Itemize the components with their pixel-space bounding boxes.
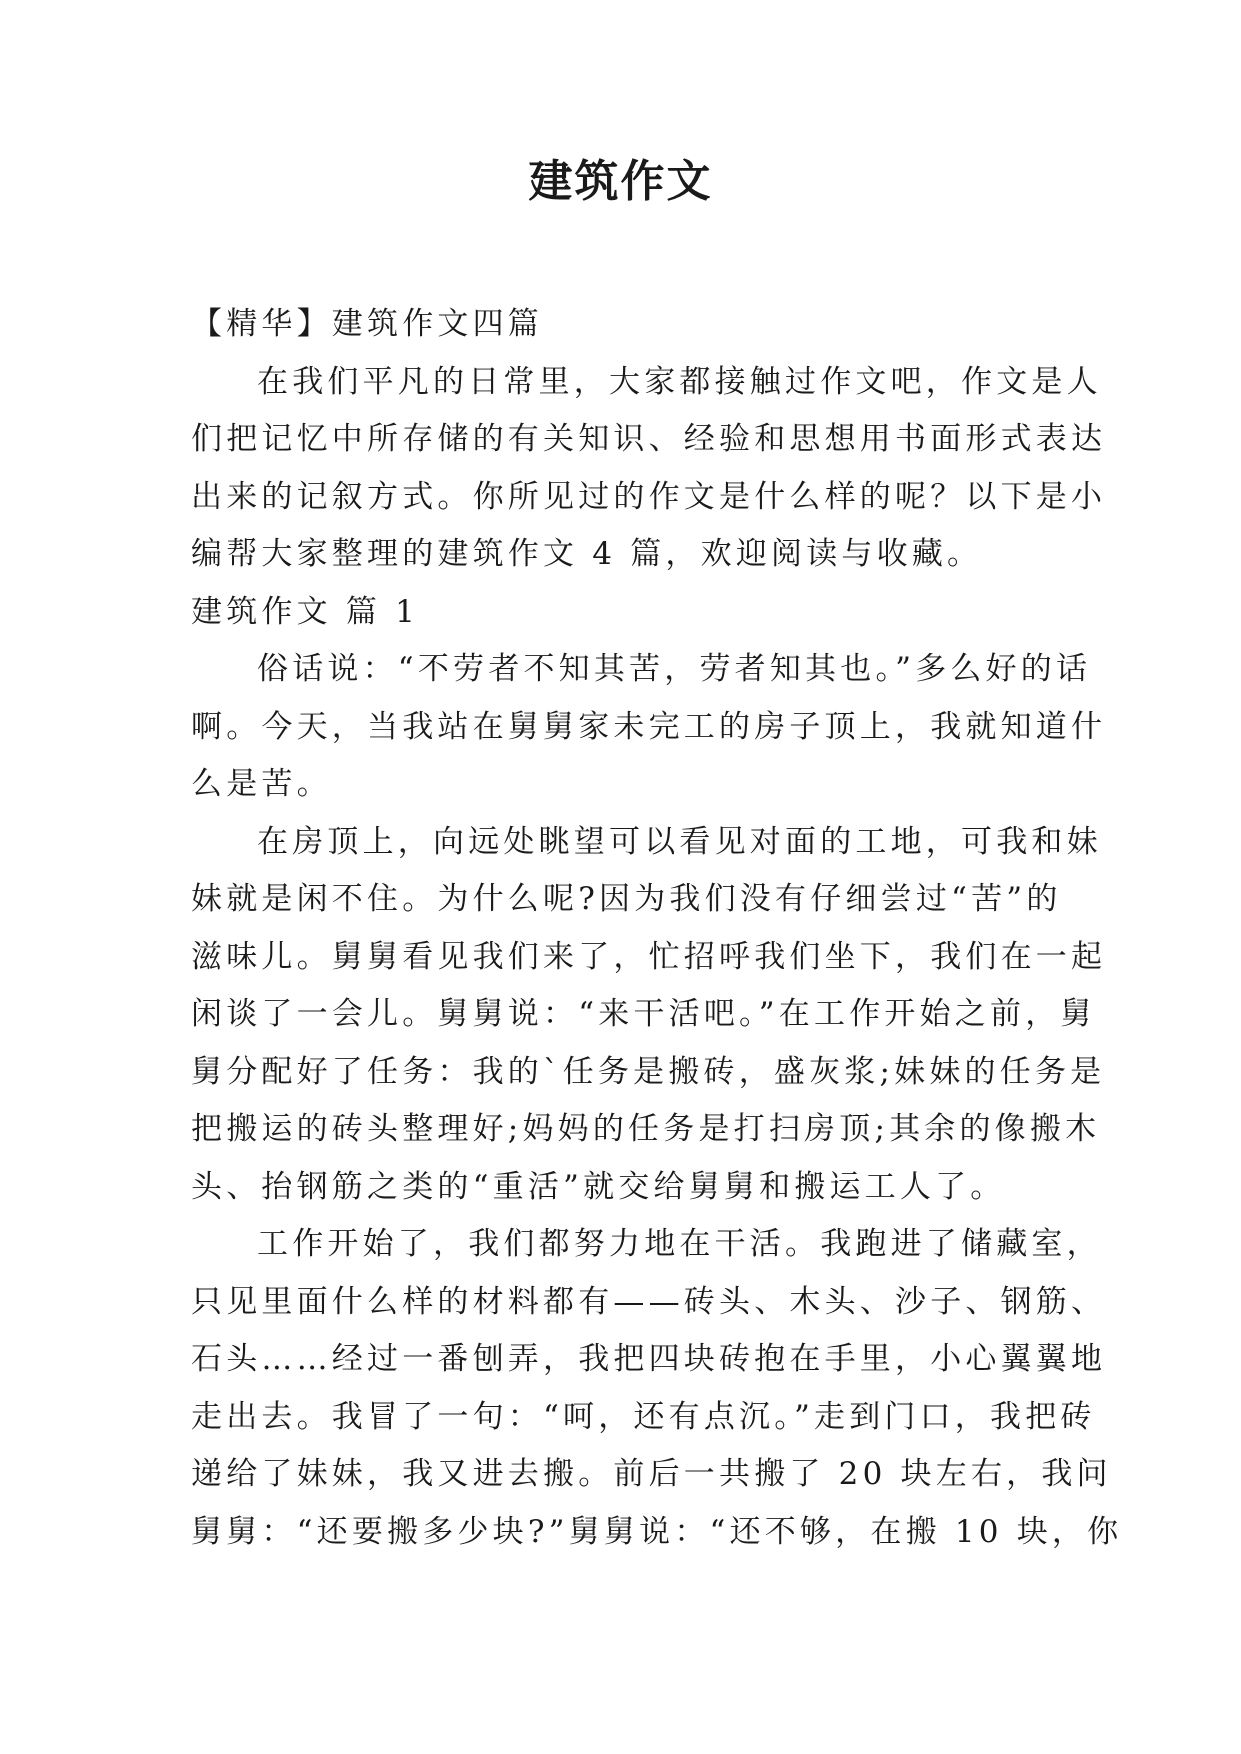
text-line: 头、抬钢筋之类的“重活”就交给舅舅和搬运工人了。 [191,1168,1006,1205]
text-line: 把搬运的砖头整理好;妈妈的任务是打扫房顶;其余的像搬木 [191,1111,1101,1147]
text-line: 舅分配好了任务：我的`任务是搬砖，盛灰浆;妹妹的任务是 [191,1053,1106,1090]
text-line: 建筑作文 篇 1 [191,593,420,630]
document-body [191,296,1123,1561]
text-line: 舅舅：“还要搬多少块?”舅舅说：“还不够，在搬 10 块，你 [191,1513,1123,1550]
text-line: 在房顶上，向远处眺望可以看见对面的工地，可我和妹 [257,823,1102,860]
text-line: 递给了妹妹，我又进去搬。前后一共搬了 20 块左右，我问 [191,1456,1112,1492]
text-line: 俗话说：“不劳者不知其苦，劳者知其也。”多么好的话 [257,651,1092,687]
text-line: 走出去。我冒了一句：“呵，还有点沉。”走到门口，我把砖 [191,1398,1096,1435]
text-line: 工作开始了，我们都努力地在干活。我跑进了储藏室， [257,1226,1102,1262]
text-line: 在我们平凡的日常里，大家都接触过作文吧，作文是人 [257,363,1102,400]
text-line: 出来的记叙方式。你所见过的作文是什么样的呢？以下是小 [191,478,1107,515]
text-line: 【精华】建筑作文四篇 [191,306,543,342]
text-line: 闲谈了一会儿。舅舅说：“来干活吧。”在工作开始之前，舅 [191,996,1096,1032]
text-line: 编帮大家整理的建筑作文 4 篇，欢迎阅读与收藏。 [191,536,983,572]
text-line: 么是苦。 [191,766,332,802]
text-line: 滋味儿。舅舅看见我们来了，忙招呼我们坐下，我们在一起 [191,938,1107,975]
text-line: 妹就是闲不住。为什么呢?因为我们没有仔细尝过“苦”的 [191,881,1062,917]
text-line: 们把记忆中所存储的有关知识、经验和思想用书面形式表达 [191,421,1107,457]
document-title: 建筑作文 [528,156,713,207]
text-line: 石头……经过一番刨弄，我把四块砖抱在手里，小心翼翼地 [191,1341,1107,1377]
text-line: 啊。今天，当我站在舅舅家未完工的房子顶上，我就知道什 [191,708,1107,745]
text-line: 只见里面什么样的材料都有——砖头、木头、沙子、钢筋、 [191,1283,1107,1320]
